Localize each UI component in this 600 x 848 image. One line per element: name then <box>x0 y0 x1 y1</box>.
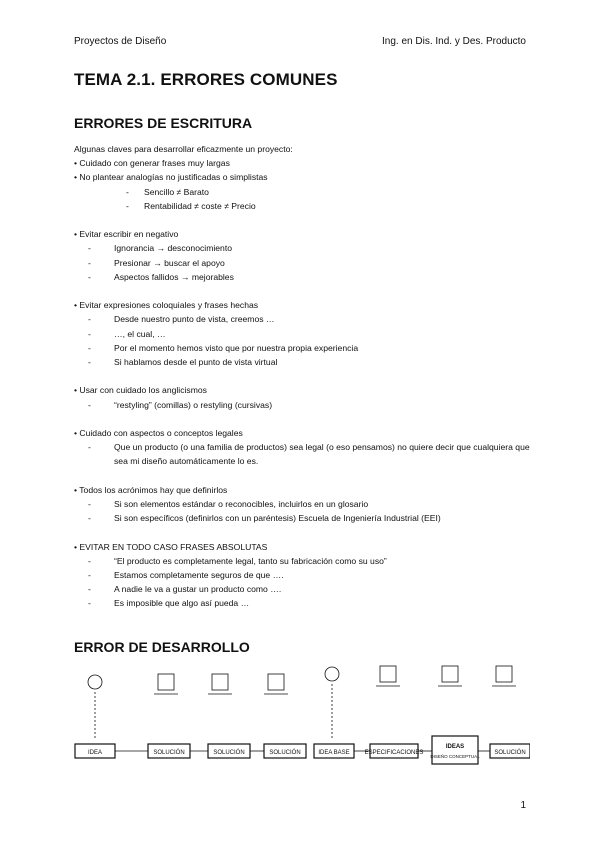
sub-item: - Estamos completamente seguros de que …. <box>88 570 284 580</box>
header-right: Ing. en Dis. Ind. y Des. Producto <box>382 36 526 47</box>
section-body <box>74 142 534 611</box>
bullet: • Evitar expresiones coloquiales y frases hechas <box>74 300 259 311</box>
sub-item: - Ignorancia → desconocimiento <box>88 243 232 254</box>
sub-item: - A nadie le va a gustar un producto como …. <box>88 584 282 595</box>
diagram-label: SOLUCIÓN <box>153 750 185 756</box>
header-left: Proyectos de Diseño <box>74 36 167 47</box>
bullet: • No plantear analogías no justificadas o simplistas <box>74 172 268 183</box>
sub-item: - “restyling” (comillas) o restyling (cursivas) <box>88 399 273 410</box>
sub-item: - Si son elementos estándar o reconocibles, incluirlos en un glosario <box>88 499 369 509</box>
page-title: TEMA 2.1. ERRORES COMUNES <box>74 70 338 89</box>
bullet: • Evitar escribir en negativo <box>74 229 179 240</box>
person-icon <box>268 674 284 690</box>
bullet: • EVITAR EN TODO CASO FRASES ABSOLUTAS <box>74 541 268 552</box>
bullet: • Todos los acrónimos hay que definirlos <box>74 484 228 495</box>
sub-item: - Presionar → buscar el apoyo <box>88 257 225 268</box>
development-diagram <box>70 660 530 770</box>
sub-item: - Desde nuestro punto de vista, creemos … <box>88 314 275 325</box>
sub-item: - Es imposible que algo así pueda … <box>88 598 250 609</box>
diagram-label: SOLUCIÓN <box>213 750 245 756</box>
intro-text: Algunas claves para desarrollar eficazmente un proyecto: <box>74 144 293 154</box>
section-heading-escritura: ERRORES DE ESCRITURA <box>74 115 253 131</box>
diagram-label: SOLUCIÓN <box>494 750 526 756</box>
bullet: • Usar con cuidado los anglicismos <box>74 385 207 396</box>
bullet: • Cuidado con aspectos o conceptos legales <box>74 428 243 438</box>
sub-item: - Sencillo ≠ Barato <box>126 186 209 197</box>
person-icon <box>88 675 102 689</box>
sub-item: - “El producto es completamente legal, tanto su fabricación como su uso” <box>88 555 387 566</box>
person-icon <box>158 674 174 690</box>
person-icon <box>496 666 512 682</box>
ideas-box <box>432 736 478 764</box>
page-number: 1 <box>520 800 526 811</box>
bullet: • Cuidado con generar frases muy largas <box>74 158 230 169</box>
person-icon <box>380 666 396 682</box>
diagram-label: DISEÑO CONCEPTUAL <box>430 754 480 759</box>
diagram-label: SOLUCIÓN <box>269 750 301 756</box>
person-icon <box>442 666 458 682</box>
section-heading-desarrollo: ERROR DE DESARROLLO <box>74 639 250 655</box>
sub-item: - Aspectos fallidos → mejorables <box>88 271 234 282</box>
sub-item: - Por el momento hemos visto que por nuestra propia experiencia <box>88 342 359 353</box>
diagram-label: IDEA <box>87 750 103 756</box>
diagram-label: ESPECIFICACIONES <box>364 750 424 756</box>
diagram-label: IDEA BASE <box>318 750 350 756</box>
sub-item: - Si hablamos desde el punto de vista virtual <box>88 357 278 368</box>
person-icon <box>325 667 339 681</box>
diagram-label: IDEAS <box>445 744 465 750</box>
sub-item: - …, el cual, … <box>88 328 166 339</box>
sub-item: - Que un producto (o una familia de productos) sea legal (o eso pensamos) no quiere decir que cualquiera que sea mi diseño automáticamente lo es. <box>88 442 530 467</box>
sub-item: - Rentabilidad ≠ coste ≠ Precio <box>126 200 256 211</box>
sub-item: - Si son específicos (definirlos con un paréntesis) Escuela de Ingeniería Industrial (EEI) <box>88 513 441 524</box>
person-icon <box>212 674 228 690</box>
